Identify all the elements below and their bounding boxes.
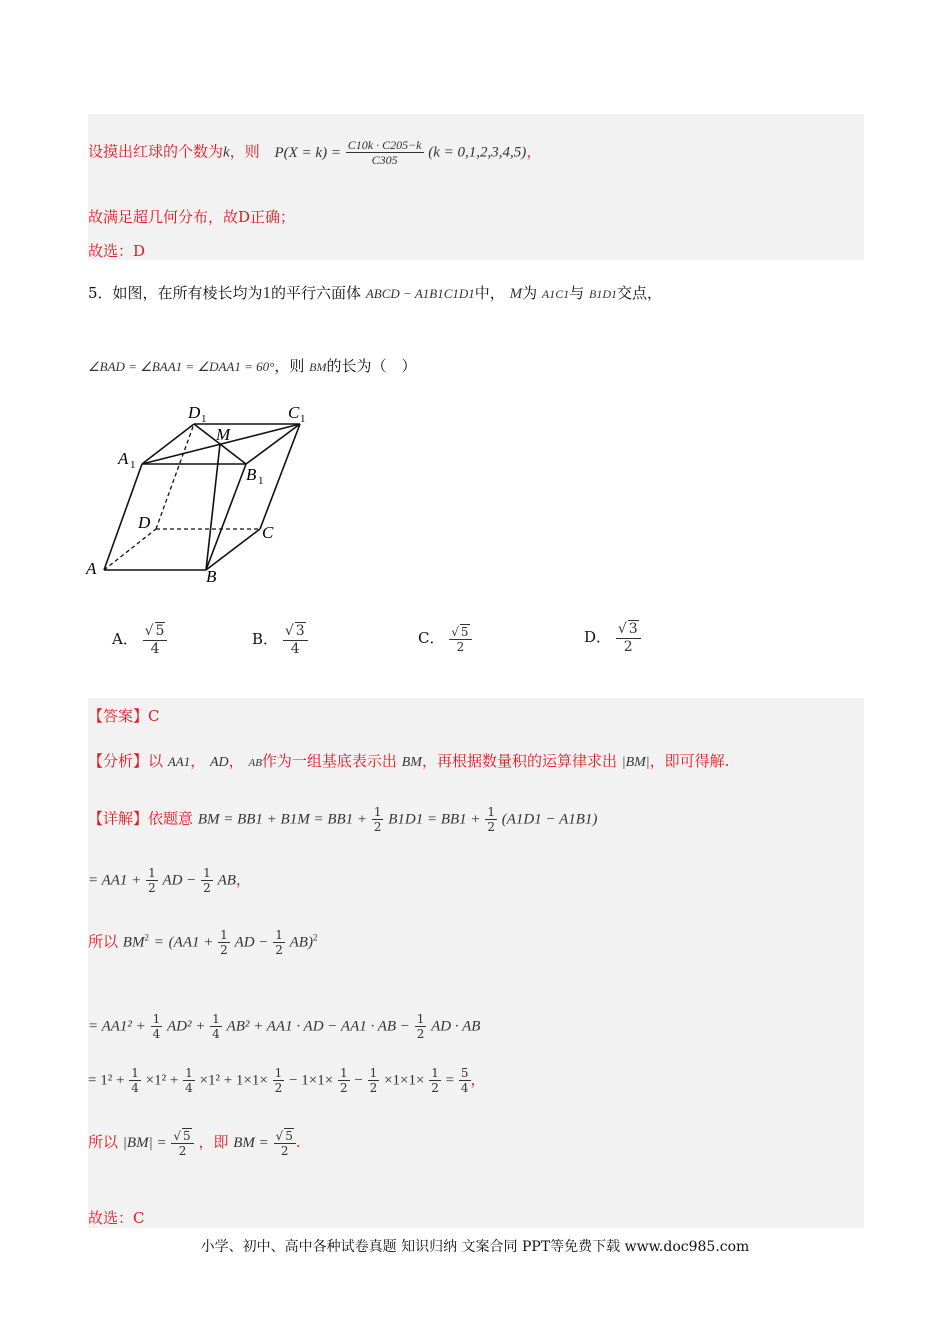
- option-c[interactable]: C． $\frac{√ 5}{2}$: [418, 624, 472, 654]
- edge-aa1: [104, 464, 142, 570]
- label-d: D: [138, 513, 151, 532]
- combination-fraction: $\frac{C10k \cdot C205-k}{C305}$: [347, 138, 422, 167]
- option-a[interactable]: A． $\frac{√ 5}{4}$: [112, 622, 167, 658]
- equation-6: 所以 |BM| = $\frac{√ 5}{2}$ ，即 BM = $\frac{√ 5}{2}$ .: [88, 1129, 301, 1158]
- label-m: M: [216, 425, 231, 444]
- label-c: C: [262, 523, 274, 542]
- label-a: A: [86, 559, 97, 578]
- parallelepiped-figure: [84, 400, 314, 590]
- option-b[interactable]: B． $\frac{√ 3}{4}$: [252, 622, 308, 658]
- probability-formula: P(X = k) =: [274, 144, 341, 161]
- analysis-line: 【分析】以 AA1， AD， AB作为一组基底表示出 BM，再根据数量积的运算律求出 |BM|，即可得解.: [88, 752, 730, 770]
- label-b: B: [206, 567, 217, 586]
- equation-4: = AA1² + $\frac{1}{4}$ AD² + $\frac{1}{4}$ AB² + AA1 · AD − AA1 · AB − $\frac{1}{2}$ AD · AB: [88, 1012, 481, 1041]
- label-a1: A: [118, 449, 129, 468]
- footer-text: 小学、初中、高中各种试卷真题 知识归纳 文案合同 PPT等免费下载 www.doc985.com: [200, 1239, 750, 1255]
- hidden-edge-dd1: [156, 424, 194, 529]
- hypergeometric-line: 设摸出红球的个数为k，则 P(X = k) = $\frac{C10k \cdot C205-k}{C305}$ (k = 0,1,2,3,4,5)，: [88, 138, 542, 167]
- label-c1-sub: 1: [300, 413, 306, 425]
- final-choice: 故选：C: [88, 1209, 145, 1227]
- solution-block-previous: [88, 114, 864, 260]
- label-b1-sub: 1: [258, 475, 264, 487]
- detail-line: 【详解】依题意 BM = BB1 + B1M = BB1 + $\frac{1}{2}$ B1D1 = BB1 + $\frac{1}{2}$ (A1D1 − A1B1): [88, 805, 598, 834]
- conclusion-line: 故满足超几何分布，故D正确；: [88, 208, 296, 226]
- equation-2: = AA1 + $\frac{1}{2}$ AD − $\frac{1}{2}$ AB，: [88, 866, 251, 895]
- label-a1-sub: 1: [130, 459, 136, 471]
- label-d1-sub: 1: [201, 413, 207, 425]
- label-c1: C: [288, 403, 300, 422]
- equation-3: 所以 $BM^2 = (AA1$ + $\frac{1}{2}$ AD − $\frac{1}{2}$ AB)$^2$: [88, 928, 318, 957]
- equation-5: = 1² + $\frac{1}{4}$ ×1² + $\frac{1}{4}$ ×1² + 1×1× $\frac{1}{2}$ − 1×1× $\frac{1}{2}$ − $\frac{1}{2}$ ×1×1× $\frac{1}{2}$ = $\frac{5}{4}$ ，: [88, 1066, 486, 1095]
- choice-line: 故选：D: [88, 242, 146, 260]
- answer-line: 【答案】C: [88, 707, 160, 725]
- label-d1: D: [188, 403, 201, 422]
- question-text-line2: ∠BAD = ∠BAA1 = ∠DAA1 = 60°，则 BM的长为（ ）: [88, 357, 417, 375]
- label-b1: B: [246, 465, 257, 484]
- question-text-line1: 5．如图，在所有棱长均为1的平行六面体 ABCD − A1B1C1D1中， M为 A1C1与 B1D1交点，: [88, 283, 663, 302]
- option-d[interactable]: D． $\frac{√ 3}{2}$: [584, 620, 641, 656]
